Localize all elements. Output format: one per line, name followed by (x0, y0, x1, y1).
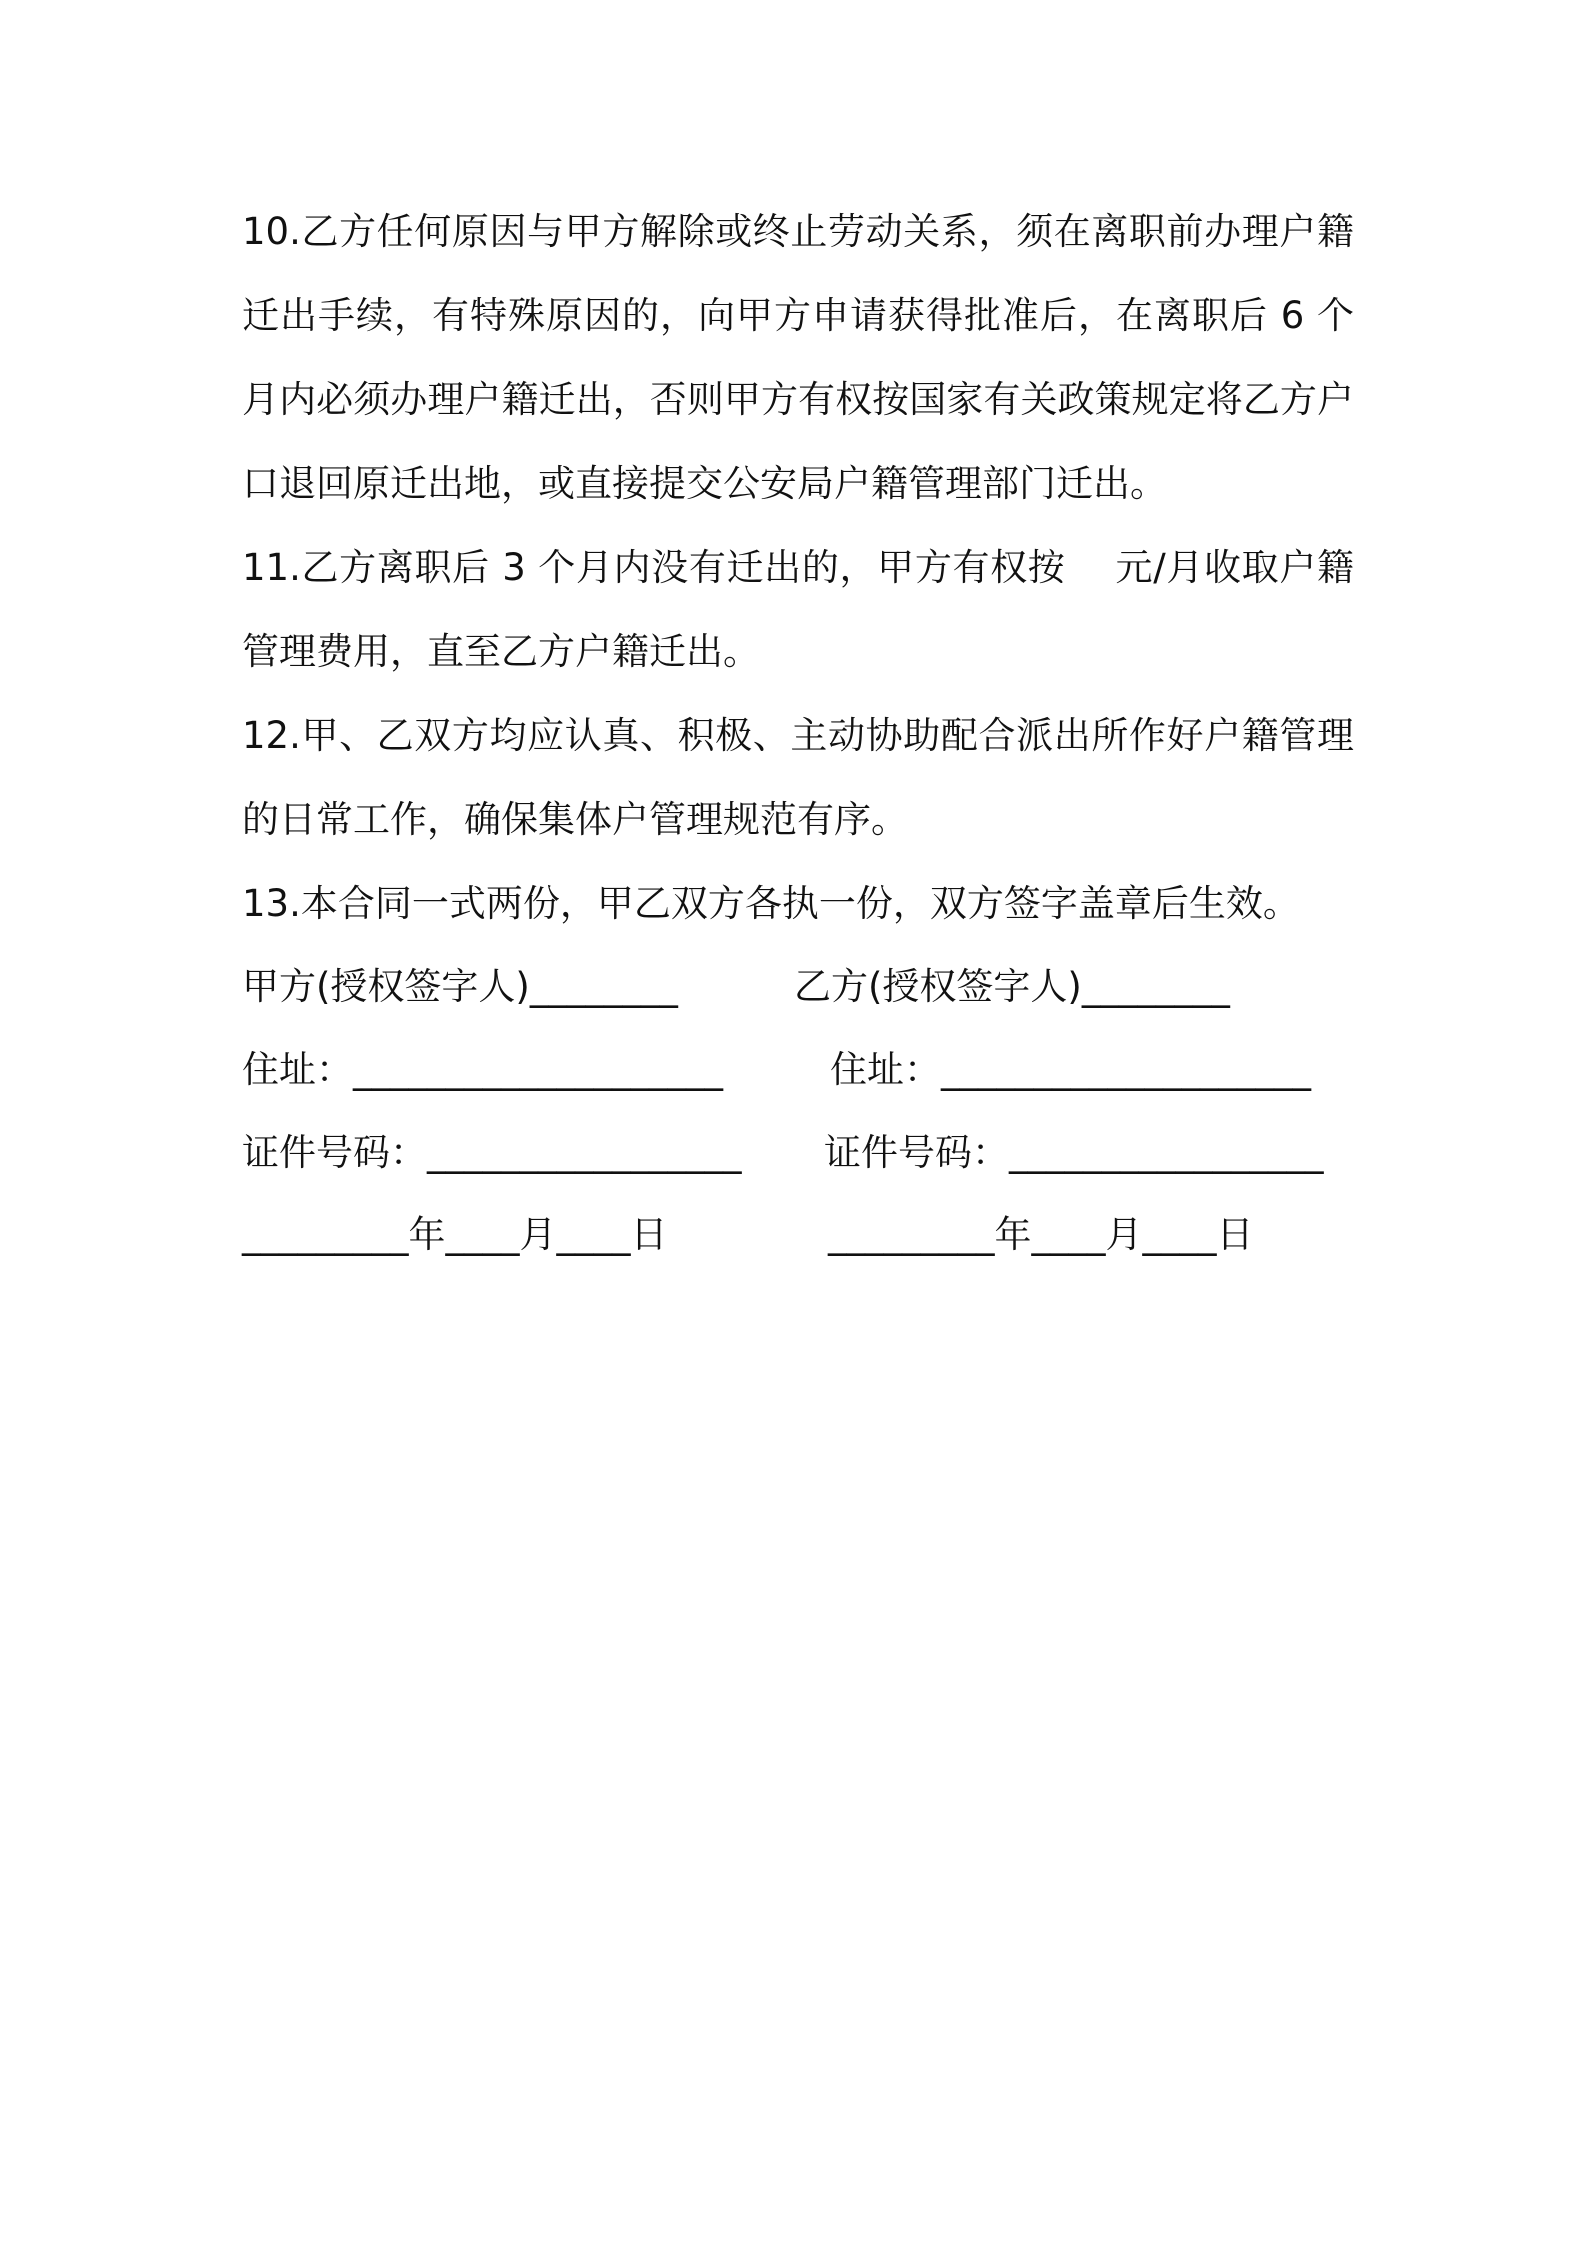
date-row (242, 1193, 1354, 1277)
address-row (242, 1028, 1354, 1112)
clause-13: 13.本合同一式两份，甲乙双方各执一份，双方签字盖章后生效。 (242, 882, 1300, 925)
id-number-row (242, 1111, 1354, 1195)
party-b-signature-field: 乙方(授权签字人)________ (794, 965, 1230, 1008)
clause-12: 12.甲、乙双方均应认真、积极、主动协助配合派出所作好户籍管理的日常工作，确保集体户管理规范有序。 (242, 714, 1354, 841)
party-b-date-field: _________年____月____日 (828, 1213, 1254, 1256)
signature-row (242, 945, 1354, 1029)
party-a-id-field: 证件号码：_________________ (242, 1131, 742, 1174)
party-a-date-field: _________年____月____日 (242, 1213, 668, 1256)
party-b-id-field: 证件号码：_________________ (824, 1131, 1324, 1174)
party-b-address-field: 住址：____________________ (830, 1048, 1311, 1091)
contract-clauses (242, 190, 1354, 946)
party-a-signature-field: 甲方(授权签字人)________ (242, 965, 678, 1008)
clause-11: 11.乙方离职后 3 个月内没有迁出的，甲方有权按 元/月收取户籍管理费用，直至乙方户籍迁出。 (242, 546, 1354, 673)
party-a-address-field: 住址：____________________ (242, 1048, 723, 1091)
clause-10: 10.乙方任何原因与甲方解除或终止劳动关系，须在离职前办理户籍迁出手续，有特殊原因的，向甲方申请获得批准后，在离职后 6 个月内必须办理户籍迁出，否则甲方有权按国家有关政策规定将乙方户口退回原迁出地，或直接提交公安局户籍管理部门迁出。 (242, 210, 1354, 505)
